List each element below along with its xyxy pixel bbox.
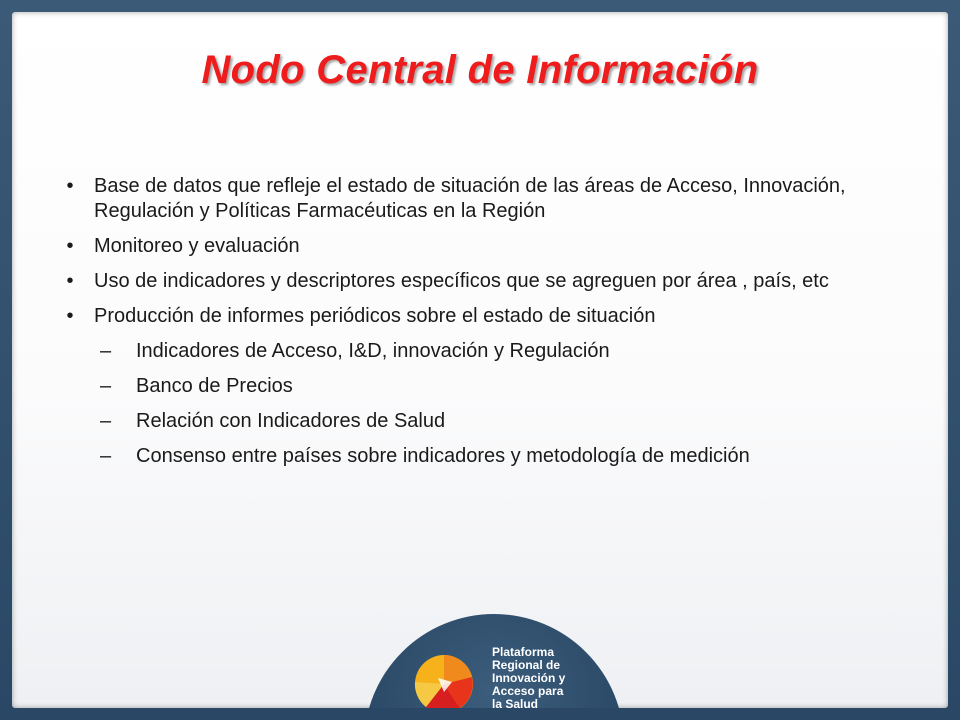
bullet-item	[60, 269, 920, 294]
bullet-icon: •	[66, 175, 74, 197]
slide-title: Nodo Central de Información	[201, 48, 759, 92]
slide-canvas	[12, 12, 948, 708]
bullet-text: Producción de informes periódicos sobre el estado de situación	[94, 305, 656, 327]
bullet-icon: •	[66, 305, 74, 327]
bullet-icon: •	[66, 235, 74, 257]
logo-wordmark	[492, 646, 612, 708]
logo-line: Acceso para	[492, 684, 564, 698]
platform-logo	[364, 614, 624, 708]
logo-line: Innovación y	[492, 671, 566, 685]
bullet-icon: •	[66, 270, 74, 292]
logo-line: Plataforma	[492, 645, 555, 659]
bullet-item	[60, 304, 920, 329]
dash-icon: –	[100, 410, 112, 432]
sub-bullet-item	[60, 339, 920, 364]
logo-line: Regional de	[492, 658, 561, 672]
bullet-text: Monitoreo y evaluación	[94, 235, 300, 257]
sub-bullet-item	[60, 444, 920, 469]
sub-bullet-item	[60, 374, 920, 399]
sub-bullet-text: Banco de Precios	[136, 375, 293, 397]
bullet-item	[60, 174, 920, 224]
segmented-sphere-icon	[412, 652, 476, 708]
sub-bullet-text: Relación con Indicadores de Salud	[136, 410, 446, 432]
bullet-text: Base de datos que refleje el estado de situación de las áreas de Acceso, Innovación, Regulación y Políticas Farmacéuticas en la Región	[94, 175, 846, 222]
logo-line: la Salud	[492, 697, 539, 708]
sub-bullet-text: Consenso entre países sobre indicadores y metodología de medición	[136, 445, 750, 467]
sub-bullet-text: Indicadores de Acceso, I&D, innovación y Regulación	[136, 340, 610, 362]
slide-body	[60, 174, 920, 479]
bullet-item	[60, 234, 920, 259]
dash-icon: –	[100, 375, 112, 397]
dash-icon: –	[100, 340, 112, 362]
dash-icon: –	[100, 445, 112, 467]
bullet-text: Uso de indicadores y descriptores específicos que se agreguen por área , país, etc	[94, 270, 829, 292]
sub-bullet-item	[60, 409, 920, 434]
